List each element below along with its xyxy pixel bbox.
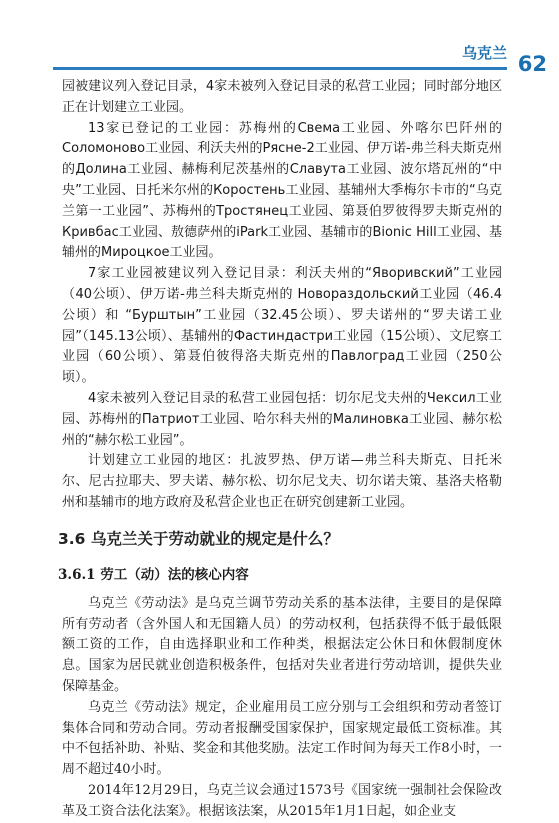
paragraph-continuation: 园被建议列入登记目录，4家未被列入登记目录的私营工业园；同时部分地区正在计划建立工业园。 [62, 79, 502, 115]
section-heading: 3.6 乌克兰关于劳动就业的规定是什么？ [58, 529, 339, 548]
header-country-name: 乌克兰 [461, 44, 507, 62]
paragraph-planned-regions: 计划建立工业园的地区：扎波罗热、伊万诺—弗兰科夫斯克、日托米尔、尼古拉耶夫、罗夫诺、赫尔松、切尔尼戈夫、切尔诺夫策、基洛夫格勒州和基辅市的地方政府及私营企业也正在研究创建新工业园。 [62, 453, 502, 510]
subsection-heading: 3.6.1 劳工（动）法的核心内容 [58, 566, 249, 583]
page-content [58, 77, 502, 823]
paragraph-proposed-parks: 7家工业园被建议列入登记目录：利沃夫州的“Яворивский”工业园（40公顷）、伊万诺-弗兰科夫斯克州的 Новораздольский工业园（46.4公顷）和 “Бурштын”工业园（32.45公顷）、罗夫诺州的“罗夫诺工业园”（145.13公顷）、基辅州的Фастиндастри工业园（15公顷）、文尼察工业园（60公顷）、第聂伯彼得洛夫斯克州的Павлоград工业园（250公顷）。 [62, 266, 502, 386]
page-number: 62 [517, 52, 547, 76]
paragraph-labor-contracts: 乌克兰《劳动法》规定，企业雇用员工应分别与工会组织和劳动者签订集体合同和劳动合同。劳动者报酬受国家保护，国家规定最低工资标准。其中不包括补助、补贴、奖金和其他奖励。法定工作时间为每天工作8小时，一周不超过40小时。 [62, 699, 502, 778]
paragraph-labor-law: 乌克兰《劳动法》是乌克兰调节劳动关系的基本法律，主要目的是保障所有劳动者（含外国人和无国籍人员）的劳动权利，包括获得不低于最低限额工资的工作，自由选择职业和工作种类，根据法定公休日和休假制度休息。国家为居民就业创造积极条件，包括对失业者进行劳动培训，提供失业保障基金。 [62, 595, 502, 694]
paragraph-private-parks: 4家未被列入登记目录的私营工业园包括：切尔尼戈夫州的Чексил工业园、苏梅州的Патриот工业园、哈尔科夫州的Малиновка工业园、赫尔松州的“赫尔松工业园”。 [62, 390, 502, 448]
paragraph-social-insurance: 2014年12月29日，乌克兰议会通过1573号《国家统一强制社会保险改革及工资合法化法案》。根据该法案，从2015年1月1日起，如企业支 [62, 782, 502, 819]
paragraph-registered-parks: 13家已登记的工业园：苏梅州的Свема工业园、外喀尔巴阡州的Соломоново工业园、利沃夫州的Рясне-2工业园、伊万诺-弗兰科夫斯克州的Долина工业园、赫梅利尼茨基州的Славута工业园、波尔塔瓦州的“中央”工业园、日托米尔州的Коростень工业园、基辅州大季梅尔卡市的“乌克兰第一工业园”、苏梅州的Тростянец工业园、第聂伯罗彼得罗夫斯克州的Кривбас工业园、敖德萨州的iPark工业园、基辅市的Bionic Hill工业园、基辅州的Мироцкое工业园。 [62, 120, 502, 261]
header-rule [53, 67, 507, 70]
section-body [62, 594, 502, 823]
